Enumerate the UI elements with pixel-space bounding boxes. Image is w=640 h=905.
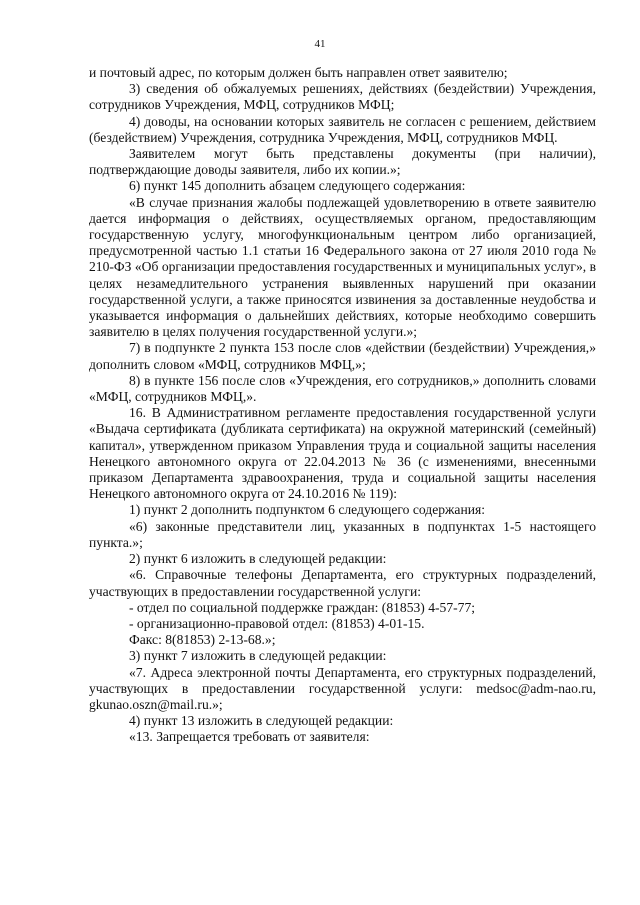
paragraph-9: 16. В Административном регламенте предоставления государственной услуги «Выдача сертификата (дубликата сертификата) на окружной материнский (семейный) капитал», утвержденном приказом Управления труда и социальной защиты населения Ненецкого автономного округа от 22.04.2013 № 36 (с изменениями, внесенными приказом Департамента здравоохранения, труда и социальной защиты населения Ненецкого автономного округа от 24.10.2016 № 119):: [89, 405, 596, 502]
paragraph-14: - отдел по социальной поддержке граждан: (81853) 4-57-77;: [129, 599, 476, 615]
paragraph-19: 4) пункт 13 изложить в следующей редакции:: [129, 713, 394, 729]
paragraph-5: 6) пункт 145 дополнить абзацем следующего содержания:: [129, 178, 466, 194]
paragraph-7: 7) в подпункте 2 пункта 153 после слов «действии (бездействии) Учреждения,» дополнить словом «МФЦ, сотрудников МФЦ,»;: [89, 340, 596, 372]
page-number: 41: [314, 38, 326, 50]
paragraph-2: 3) сведения об обжалуемых решениях, действиях (бездействии) Учреждения, сотрудников Учреждения, МФЦ, сотрудников МФЦ;: [89, 81, 596, 113]
paragraph-1: и почтовый адрес, по которым должен быть направлен ответ заявителю;: [89, 65, 508, 80]
document-body: [89, 65, 596, 746]
paragraph-12: 2) пункт 6 изложить в следующей редакции:: [129, 551, 387, 567]
paragraph-6: «В случае признания жалобы подлежащей удовлетворению в ответе заявителю дается информация о действиях, осуществляемых органом, предоставляющим государственную услугу, многофункциональным центром либо организацией, предусмотренной частью 1.1 статьи 16 Федерального закона от 27 июля 2010 года № 210-ФЗ «Об организации предоставления государственных и муниципальных услуг», в целях незамедлительного устранения выявленных нарушений при оказании государственной услуги, а также приносятся извинения за доставленные неудобства и указывается информация о дальнейших действиях, которые необходимо совершить заявителю в целях получения государственной услуги.»;: [89, 194, 596, 340]
paragraph-4: Заявителем могут быть представлены документы (при наличии), подтверждающие доводы заявителя, либо их копии.»;: [89, 146, 596, 178]
paragraph-16: Факс: 8(81853) 2-13-68.»;: [129, 632, 276, 648]
paragraph-17: 3) пункт 7 изложить в следующей редакции:: [129, 648, 387, 664]
paragraph-18: «7. Адреса электронной почты Департамента, его структурных подразделений, участвующих в предоставлении государственной услуги: medsoc@adm-nao.ru, gkunao.oszn@mail.ru.»;: [89, 664, 596, 712]
paragraph-15: - организационно-правовой отдел: (81853) 4-01-15.: [129, 615, 425, 631]
paragraph-11: «6) законные представители лиц, указанных в подпунктах 1-5 настоящего пункта.»;: [89, 518, 596, 550]
paragraph-20: «13. Запрещается требовать от заявителя:: [129, 729, 370, 745]
paragraph-10: 1) пункт 2 дополнить подпунктом 6 следующего содержания:: [129, 502, 486, 518]
paragraph-8: 8) в пункте 156 после слов «Учреждения, его сотрудников,» дополнить словами «МФЦ, сотрудников МФЦ,».: [89, 372, 596, 405]
paragraph-3: 4) доводы, на основании которых заявитель не согласен с решением, действием (бездействием) Учреждения, сотрудника Учреждения, МФЦ, сотрудников МФЦ.: [89, 113, 596, 145]
paragraph-13: «6. Справочные телефоны Департамента, его структурных подразделений, участвующих в предоставлении государственной услуги:: [89, 567, 596, 599]
